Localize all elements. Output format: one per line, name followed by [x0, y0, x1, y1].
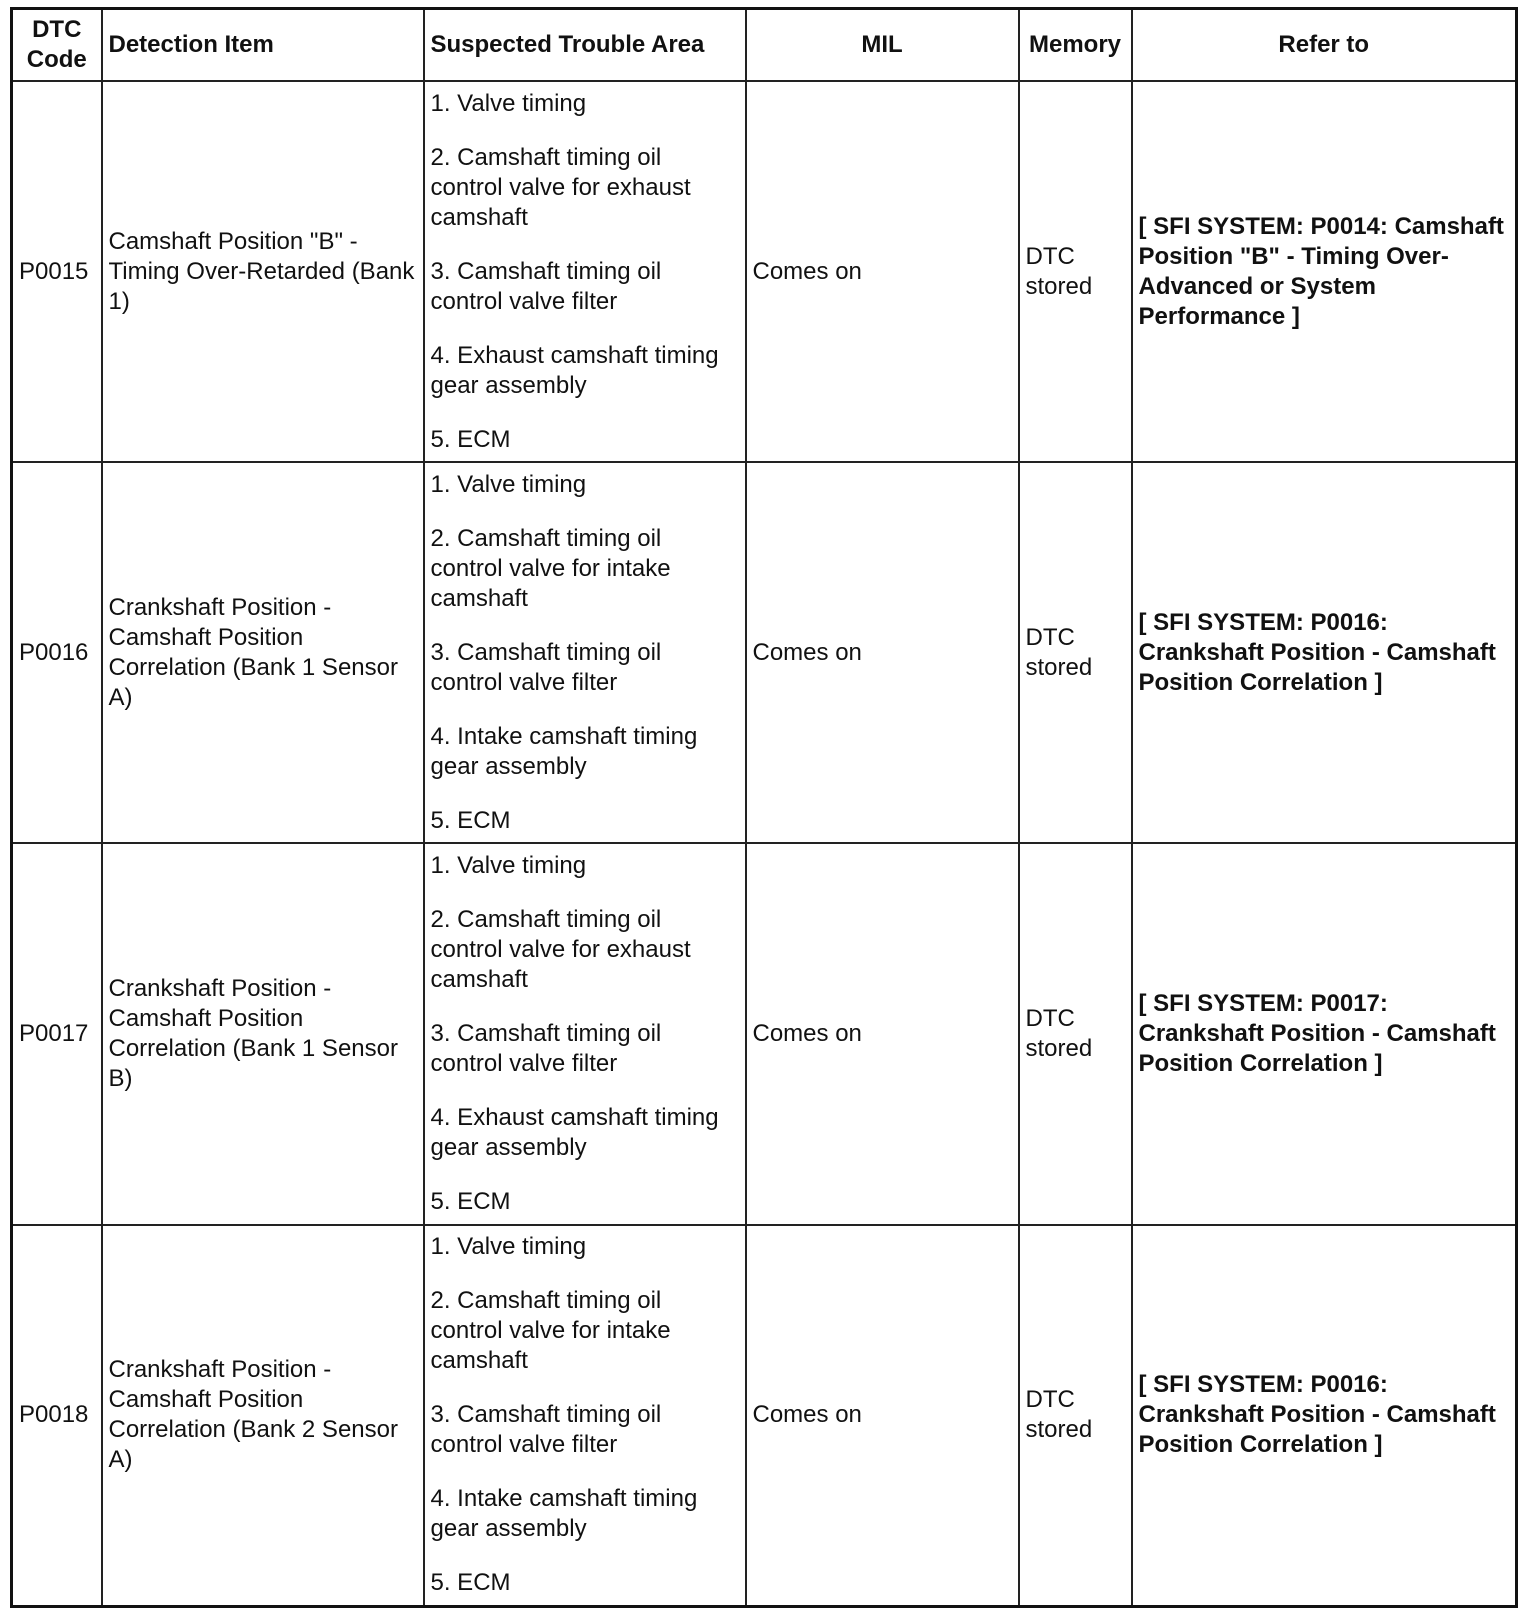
header-suspected-trouble-area: Suspected Trouble Area — [424, 9, 746, 82]
suspected-area-item: 2. Camshaft timing oil control valve for exhaust camshaft — [430, 143, 691, 231]
header-dtc-code-line1: DTC — [32, 16, 82, 43]
refer-to-link[interactable]: [ SFI SYSTEM: P0017: Crankshaft Position - Camshaft Position Correlation ] — [1132, 843, 1517, 1224]
suspected-area-item: 5. ECM — [430, 1188, 511, 1216]
table-row — [12, 81, 1517, 462]
suspected-area-item: 4. Exhaust camshaft timing gear assembly — [430, 341, 719, 399]
suspected-area-item: 3. Camshaft timing oil control valve filter — [430, 1401, 662, 1459]
suspected-area-item: 5. ECM — [430, 1569, 511, 1597]
suspected-area-item: 3. Camshaft timing oil control valve filter — [430, 257, 662, 315]
suspected-area-item: 1. Valve timing — [430, 89, 587, 117]
suspected-area-item: 1. Valve timing — [430, 1233, 587, 1261]
suspected-area-item: 4. Intake camshaft timing gear assembly — [430, 1485, 698, 1543]
dtc-code: P0016 — [12, 462, 102, 843]
table-row — [12, 843, 1517, 1224]
memory-status: DTC stored — [1019, 81, 1132, 462]
suspected-area-item: 4. Exhaust camshaft timing gear assembly — [430, 1104, 719, 1162]
suspected-area-item: 5. ECM — [430, 806, 511, 834]
mil-status: Comes on — [746, 1225, 1019, 1607]
detection-item: Crankshaft Position - Camshaft Position Correlation (Bank 1 Sensor A) — [102, 462, 424, 843]
detection-item: Crankshaft Position - Camshaft Position Correlation (Bank 2 Sensor A) — [102, 1225, 424, 1607]
detection-item: Crankshaft Position - Camshaft Position Correlation (Bank 1 Sensor B) — [102, 843, 424, 1224]
memory-status: DTC stored — [1019, 462, 1132, 843]
dtc-table — [10, 7, 1518, 1608]
mil-status: Comes on — [746, 843, 1019, 1224]
header-mil: MIL — [746, 9, 1019, 82]
mil-status: Comes on — [746, 81, 1019, 462]
mil-status: Comes on — [746, 462, 1019, 843]
memory-status: DTC stored — [1019, 843, 1132, 1224]
suspected-area-item: 4. Intake camshaft timing gear assembly — [430, 722, 698, 780]
suspected-area-list — [424, 1225, 746, 1607]
header-row — [12, 9, 1517, 82]
dtc-code: P0018 — [12, 1225, 102, 1607]
dtc-code: P0017 — [12, 843, 102, 1224]
suspected-area-item: 2. Camshaft timing oil control valve for exhaust camshaft — [430, 906, 691, 994]
refer-to-link[interactable]: [ SFI SYSTEM: P0016: Crankshaft Position - Camshaft Position Correlation ] — [1132, 1225, 1517, 1607]
dtc-code: P0015 — [12, 81, 102, 462]
suspected-area-item: 1. Valve timing — [430, 470, 587, 498]
suspected-area-item: 3. Camshaft timing oil control valve filter — [430, 1020, 662, 1078]
header-memory: Memory — [1019, 9, 1132, 82]
suspected-area-item: 2. Camshaft timing oil control valve for intake camshaft — [430, 1287, 671, 1375]
refer-to-link[interactable]: [ SFI SYSTEM: P0016: Crankshaft Position - Camshaft Position Correlation ] — [1132, 462, 1517, 843]
header-dtc-code — [12, 9, 102, 82]
suspected-area-list — [424, 81, 746, 462]
refer-to-link[interactable]: [ SFI SYSTEM: P0014: Camshaft Position "B" - Timing Over-Advanced or System Performance ] — [1132, 81, 1517, 462]
suspected-area-item: 1. Valve timing — [430, 852, 587, 880]
detection-item: Camshaft Position "B" - Timing Over-Retarded (Bank 1) — [102, 81, 424, 462]
suspected-area-list — [424, 462, 746, 843]
suspected-area-item: 5. ECM — [430, 425, 511, 453]
suspected-area-list — [424, 843, 746, 1224]
header-detection-item: Detection Item — [102, 9, 424, 82]
suspected-area-item: 2. Camshaft timing oil control valve for intake camshaft — [430, 524, 671, 612]
table-row — [12, 462, 1517, 843]
memory-status: DTC stored — [1019, 1225, 1132, 1607]
header-dtc-code-line2: Code — [26, 46, 87, 73]
header-refer-to: Refer to — [1132, 9, 1517, 82]
suspected-area-item: 3. Camshaft timing oil control valve filter — [430, 638, 662, 696]
table-row — [12, 1225, 1517, 1607]
